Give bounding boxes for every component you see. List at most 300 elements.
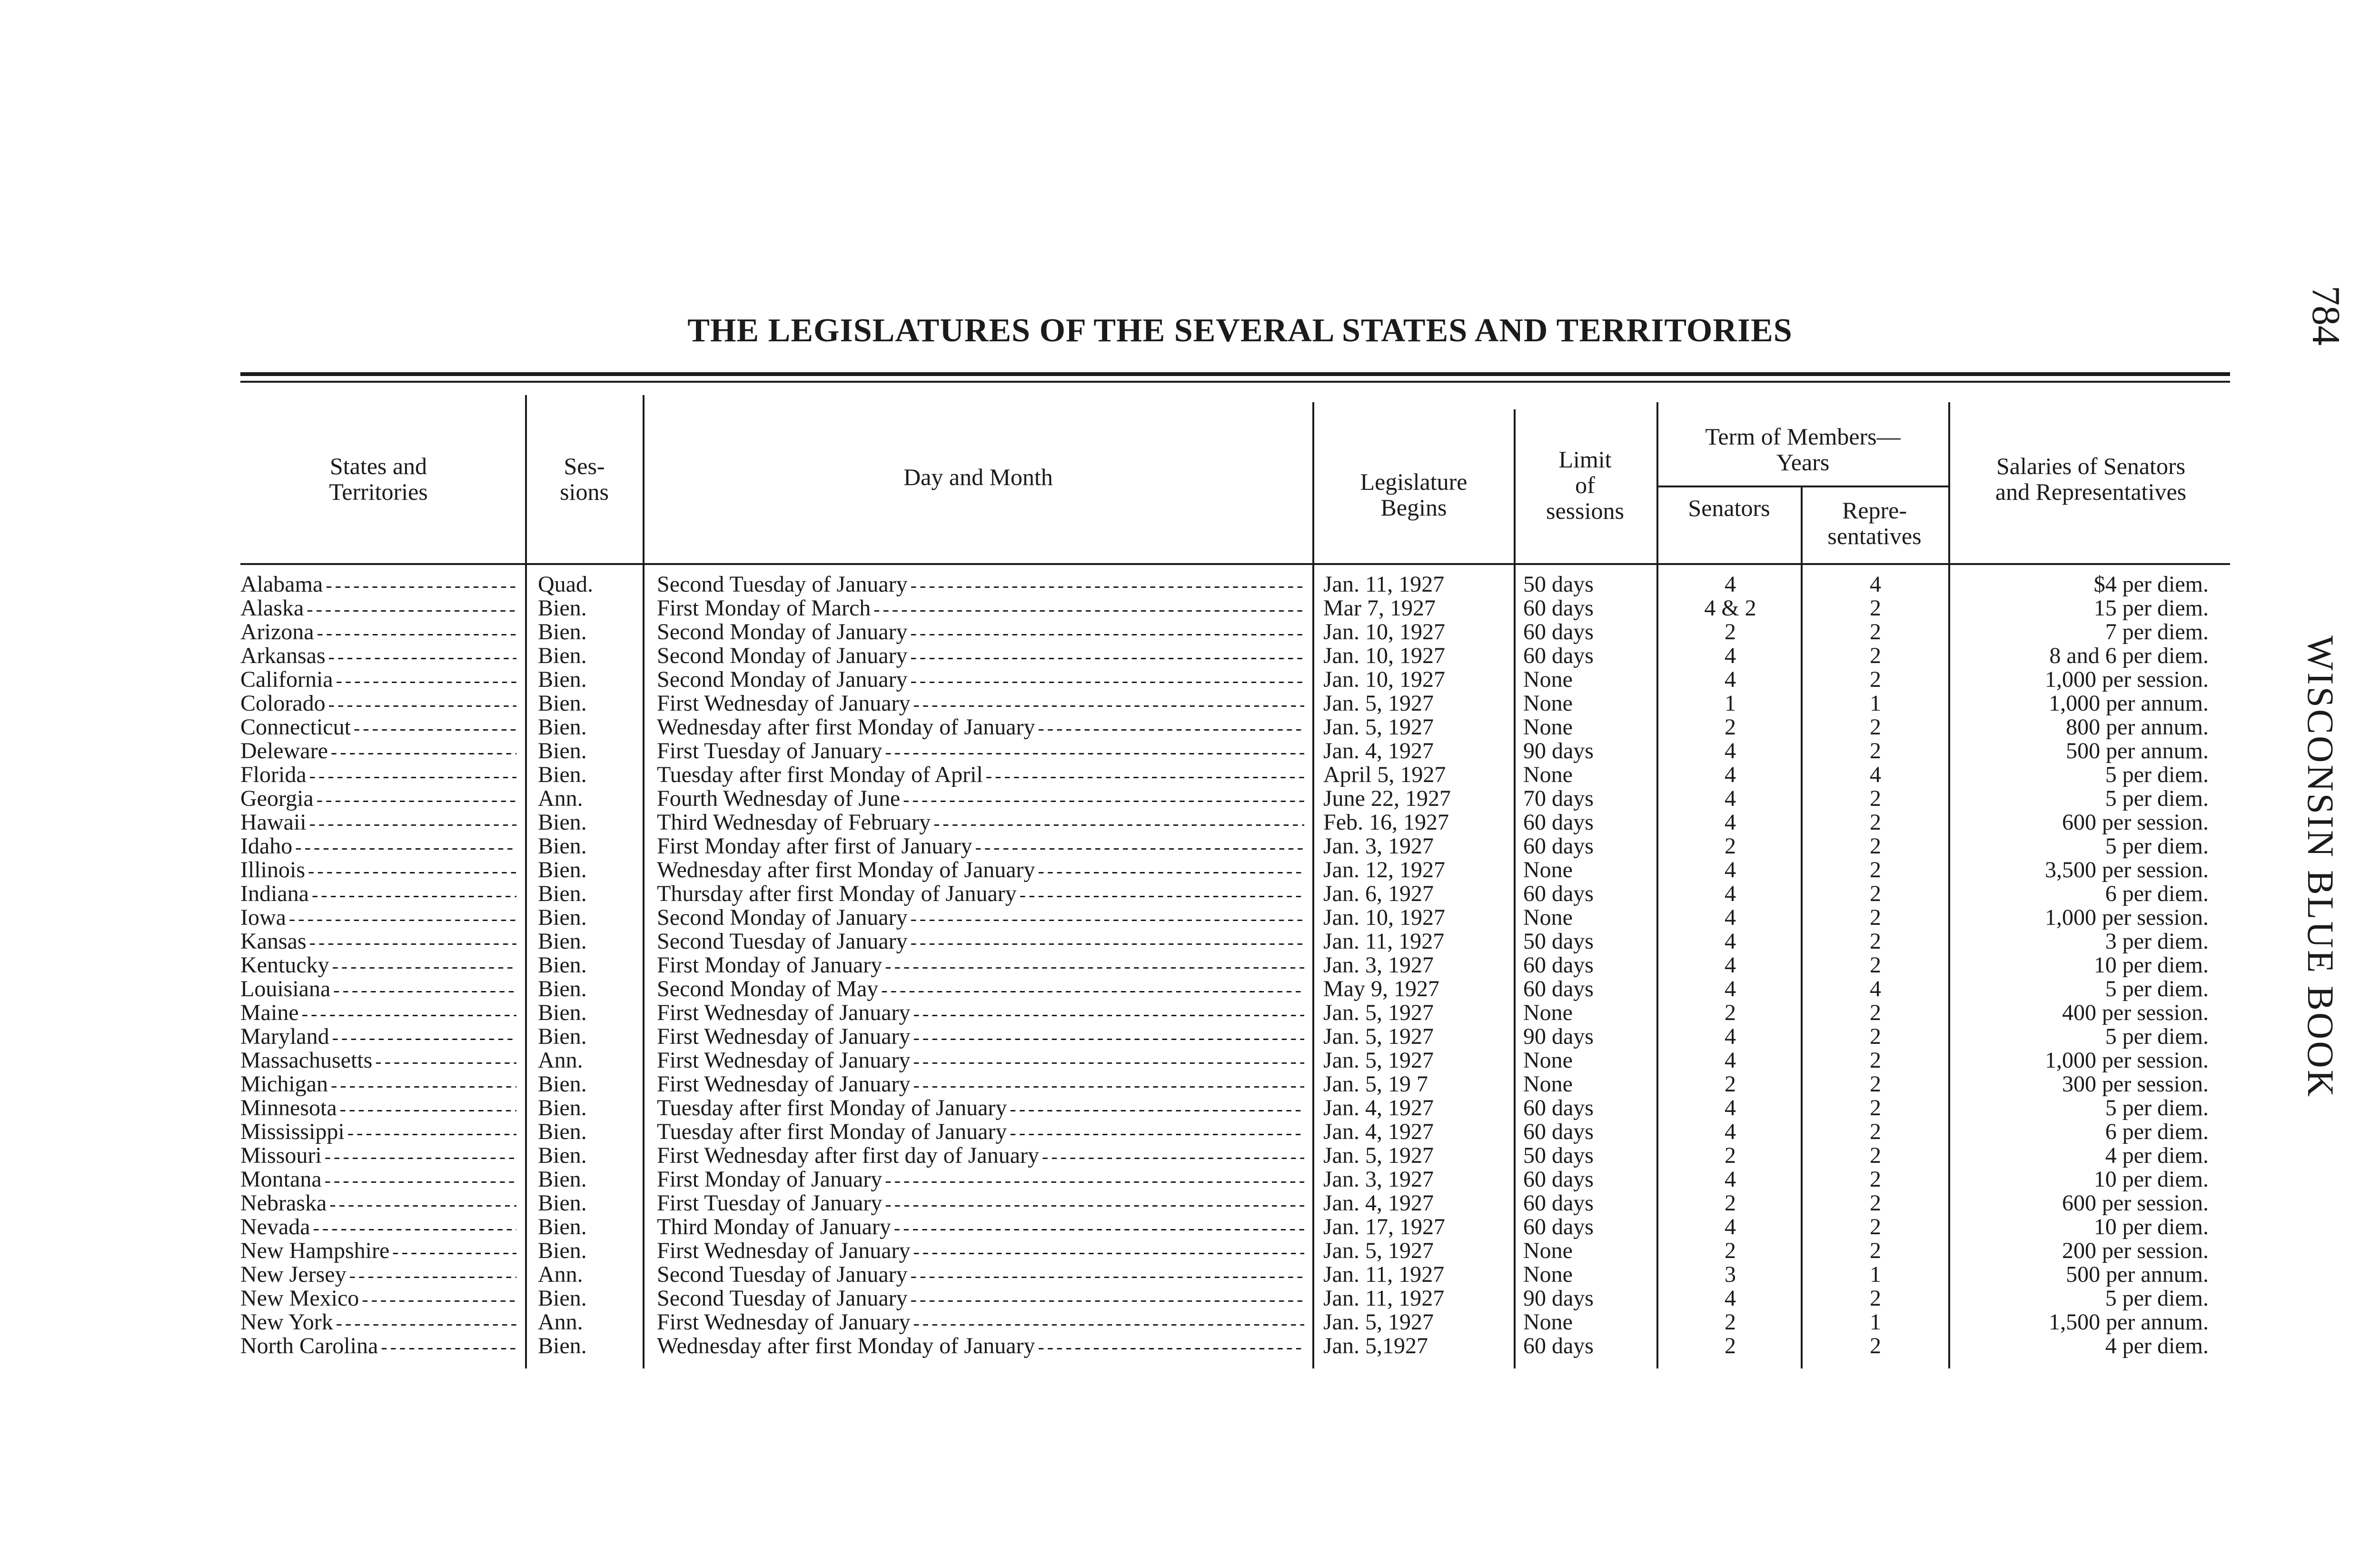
sessions-cell: Bien. [538, 739, 587, 763]
limit-cell: 60 days [1523, 834, 1594, 858]
senators-term-cell: 2 [1725, 834, 1736, 858]
header-bottom-rule [240, 563, 2230, 565]
representatives-term-cell: 2 [1870, 834, 1881, 858]
header-begins: Legislature Begins [1360, 468, 1468, 521]
day-month-cell: First Wednesday of January - - - [657, 692, 1304, 716]
running-head: WISCONSIN BLUE BOOK [2300, 635, 2341, 1099]
senators-term-cell: 2 [1725, 715, 1736, 739]
state-cell: Idaho - - - [240, 834, 516, 859]
salary-cell: 5 per diem. [2105, 834, 2209, 858]
sessions-cell: Bien. [538, 1191, 587, 1215]
sessions-cell: Bien. [538, 834, 587, 858]
state-cell: Missouri - - - [240, 1144, 516, 1169]
sessions-cell: Bien. [538, 668, 587, 692]
table-row [0, 1072, 2380, 1096]
state-cell: Montana - - - [240, 1168, 516, 1192]
salary-cell: 5 per diem. [2105, 763, 2209, 787]
representatives-term-cell: 1 [1870, 692, 1881, 715]
state-cell: Maryland - - - [240, 1025, 516, 1050]
senators-term-cell: 4 [1725, 882, 1736, 906]
sessions-cell: Bien. [538, 811, 587, 834]
header-states: States and Territories [329, 453, 428, 505]
limit-cell: None [1523, 906, 1573, 930]
senators-term-cell: 4 & 2 [1704, 596, 1756, 620]
sessions-cell: Ann. [538, 787, 583, 811]
salary-cell: 500 per annum. [2066, 1263, 2209, 1287]
limit-cell: 60 days [1523, 1191, 1594, 1215]
senators-term-cell: 2 [1725, 1239, 1736, 1263]
representatives-term-cell: 2 [1870, 1001, 1881, 1025]
table-row [0, 1049, 2380, 1072]
day-month-cell: Second Monday of May - - - [657, 977, 1304, 1002]
begins-cell: Jan. 11, 1927 [1323, 1287, 1445, 1310]
state-cell: Connecticut - - - [240, 715, 516, 740]
sessions-cell: Ann. [538, 1263, 583, 1287]
table-row [0, 739, 2380, 763]
day-month-cell: First Wednesday of January - - - [657, 1049, 1304, 1073]
sessions-cell: Bien. [538, 1120, 587, 1144]
sessions-cell: Bien. [538, 1334, 587, 1358]
table-row [0, 953, 2380, 977]
state-cell: New York - - - [240, 1310, 516, 1335]
table-row [0, 1120, 2380, 1144]
sessions-cell: Bien. [538, 1072, 587, 1096]
day-month-cell: Wednesday after first Monday of January - - - [657, 858, 1304, 883]
state-cell: New Jersey - - - [240, 1263, 516, 1288]
begins-cell: Jan. 3, 1927 [1323, 834, 1434, 858]
limit-cell: None [1523, 763, 1573, 787]
salary-cell: 600 per session. [2062, 811, 2209, 834]
limit-cell: 60 days [1523, 1215, 1594, 1239]
senators-term-cell: 4 [1725, 1025, 1736, 1049]
begins-cell: Jan. 5, 1927 [1323, 1310, 1434, 1334]
begins-cell: Jan. 5, 1927 [1323, 1144, 1434, 1168]
day-month-cell: First Monday after first of January - - - [657, 834, 1304, 859]
limit-cell: 50 days [1523, 1144, 1594, 1168]
salary-cell: 1,000 per annum. [2049, 692, 2209, 715]
representatives-term-cell: 4 [1870, 763, 1881, 787]
senators-term-cell: 3 [1725, 1263, 1736, 1287]
sessions-cell: Ann. [538, 1049, 583, 1072]
table-row [0, 930, 2380, 953]
representatives-term-cell: 2 [1870, 1072, 1881, 1096]
salary-cell: 1,000 per session. [2045, 668, 2209, 692]
state-cell: California - - - [240, 668, 516, 693]
day-month-cell: First Tuesday of January - - - [657, 1191, 1304, 1216]
limit-cell: None [1523, 1239, 1573, 1263]
sessions-cell: Bien. [538, 1144, 587, 1168]
day-month-cell: First Monday of March - - - [657, 596, 1304, 621]
salary-cell: 1,000 per session. [2045, 906, 2209, 930]
begins-cell: Jan. 17, 1927 [1323, 1215, 1445, 1239]
sessions-cell: Bien. [538, 620, 587, 644]
salary-cell: 10 per diem. [2093, 1215, 2209, 1239]
senators-term-cell: 4 [1725, 1096, 1736, 1120]
senators-term-cell: 2 [1725, 1334, 1736, 1358]
sessions-cell: Bien. [538, 1096, 587, 1120]
begins-cell: May 9, 1927 [1323, 977, 1439, 1001]
sessions-cell: Bien. [538, 596, 587, 620]
senators-term-cell: 4 [1725, 906, 1736, 930]
day-month-cell: Tuesday after first Monday of January - - - [657, 1120, 1304, 1145]
senators-term-cell: 2 [1725, 1001, 1736, 1025]
salary-cell: 5 per diem. [2105, 1025, 2209, 1049]
table-body [0, 573, 2380, 1358]
senators-term-cell: 4 [1725, 811, 1736, 834]
limit-cell: None [1523, 858, 1573, 882]
sessions-cell: Ann. [538, 1310, 583, 1334]
senators-term-cell: 2 [1725, 620, 1736, 644]
begins-cell: Jan. 5, 1927 [1323, 692, 1434, 715]
senators-term-cell: 4 [1725, 763, 1736, 787]
begins-cell: Jan. 11, 1927 [1323, 930, 1445, 953]
begins-cell: Jan. 10, 1927 [1323, 644, 1445, 668]
state-cell: Kansas - - - [240, 930, 516, 954]
senators-term-cell: 4 [1725, 1287, 1736, 1310]
state-cell: Georgia - - - [240, 787, 516, 812]
limit-cell: 60 days [1523, 953, 1594, 977]
table-row [0, 787, 2380, 811]
senators-term-cell: 4 [1725, 573, 1736, 596]
day-month-cell: Second Monday of January - - - [657, 620, 1304, 645]
salary-cell: 7 per diem. [2105, 620, 2209, 644]
limit-cell: 90 days [1523, 739, 1594, 763]
begins-cell: Jan. 5, 19 7 [1323, 1072, 1428, 1096]
state-cell: New Mexico - - - [240, 1287, 516, 1311]
limit-cell: 60 days [1523, 977, 1594, 1001]
table-row [0, 858, 2380, 882]
table-row [0, 1215, 2380, 1239]
salary-cell: 500 per annum. [2066, 739, 2209, 763]
begins-cell: Jan. 10, 1927 [1323, 620, 1445, 644]
begins-cell: Jan. 11, 1927 [1323, 1263, 1445, 1287]
day-month-cell: Second Tuesday of January - - - [657, 573, 1304, 597]
representatives-term-cell: 2 [1870, 930, 1881, 953]
representatives-term-cell: 2 [1870, 1096, 1881, 1120]
header-senators: Senators [1688, 495, 1770, 521]
salary-cell: 3,500 per session. [2045, 858, 2209, 882]
state-cell: Hawaii - - - [240, 811, 516, 835]
table-row [0, 1191, 2380, 1215]
begins-cell: Jan. 5, 1927 [1323, 715, 1434, 739]
limit-cell: 70 days [1523, 787, 1594, 811]
salary-cell: $4 per diem. [2093, 573, 2209, 596]
salary-cell: 1,500 per annum. [2049, 1310, 2209, 1334]
salary-cell: 6 per diem. [2105, 882, 2209, 906]
day-month-cell: Wednesday after first Monday of January - - - [657, 715, 1304, 740]
sessions-cell: Bien. [538, 1025, 587, 1049]
state-cell: Arkansas - - - [240, 644, 516, 669]
table-row [0, 882, 2380, 906]
limit-cell: 90 days [1523, 1287, 1594, 1310]
state-cell: Kentucky - - - [240, 953, 516, 978]
representatives-term-cell: 2 [1870, 882, 1881, 906]
senators-term-cell: 4 [1725, 930, 1736, 953]
state-cell: Louisiana - - - [240, 977, 516, 1002]
sessions-cell: Bien. [538, 977, 587, 1001]
representatives-term-cell: 1 [1870, 1310, 1881, 1334]
begins-cell: Jan. 4, 1927 [1323, 1120, 1434, 1144]
limit-cell: None [1523, 1310, 1573, 1334]
salary-cell: 5 per diem. [2105, 1096, 2209, 1120]
begins-cell: Jan. 12, 1927 [1323, 858, 1445, 882]
senators-term-cell: 1 [1725, 692, 1736, 715]
state-cell: New Hampshire - - - [240, 1239, 516, 1264]
senators-term-cell: 4 [1725, 953, 1736, 977]
representatives-term-cell: 4 [1870, 573, 1881, 596]
begins-cell: Jan. 5,1927 [1323, 1334, 1428, 1358]
begins-cell: Jan. 4, 1927 [1323, 1096, 1434, 1120]
begins-cell: Mar 7, 1927 [1323, 596, 1436, 620]
senators-term-cell: 4 [1725, 644, 1736, 668]
salary-cell: 600 per session. [2062, 1191, 2209, 1215]
day-month-cell: First Wednesday of January - - - [657, 1310, 1304, 1335]
table-row [0, 977, 2380, 1001]
state-cell: Florida - - - [240, 763, 516, 788]
sessions-cell: Bien. [538, 715, 587, 739]
salary-cell: 6 per diem. [2105, 1120, 2209, 1144]
sessions-cell: Bien. [538, 953, 587, 977]
state-cell: Colorado - - - [240, 692, 516, 716]
day-month-cell: Wednesday after first Monday of January - - - [657, 1334, 1304, 1359]
limit-cell: 60 days [1523, 1168, 1594, 1191]
begins-cell: Jan. 11, 1927 [1323, 573, 1445, 596]
sessions-cell: Bien. [538, 882, 587, 906]
header-sessions: Ses- sions [560, 453, 609, 505]
limit-cell: 90 days [1523, 1025, 1594, 1049]
senators-term-cell: 2 [1725, 1144, 1736, 1168]
sessions-cell: Bien. [538, 858, 587, 882]
sessions-cell: Bien. [538, 763, 587, 787]
day-month-cell: Third Wednesday of February - - - [657, 811, 1304, 835]
sessions-cell: Quad. [538, 573, 593, 596]
representatives-term-cell: 2 [1870, 787, 1881, 811]
begins-cell: Jan. 5, 1927 [1323, 1049, 1434, 1072]
salary-cell: 1,000 per session. [2045, 1049, 2209, 1072]
representatives-term-cell: 2 [1870, 1287, 1881, 1310]
senators-term-cell: 4 [1725, 1049, 1736, 1072]
day-month-cell: Second Monday of January - - - [657, 906, 1304, 931]
limit-cell: 60 days [1523, 596, 1594, 620]
sessions-cell: Bien. [538, 906, 587, 930]
table-row [0, 834, 2380, 858]
begins-cell: Jan. 5, 1927 [1323, 1025, 1434, 1049]
representatives-term-cell: 2 [1870, 953, 1881, 977]
table-row [0, 763, 2380, 787]
day-month-cell: First Wednesday of January - - - [657, 1001, 1304, 1026]
salary-cell: 10 per diem. [2093, 1168, 2209, 1191]
day-month-cell: First Monday of January - - - [657, 953, 1304, 978]
sessions-cell: Bien. [538, 1215, 587, 1239]
state-cell: Mississippi - - - [240, 1120, 516, 1145]
representatives-term-cell: 2 [1870, 811, 1881, 834]
senators-term-cell: 2 [1725, 1310, 1736, 1334]
senators-term-cell: 4 [1725, 1215, 1736, 1239]
salary-cell: 400 per session. [2062, 1001, 2209, 1025]
day-month-cell: First Tuesday of January - - - [657, 739, 1304, 764]
representatives-term-cell: 4 [1870, 977, 1881, 1001]
begins-cell: Jan. 5, 1927 [1323, 1001, 1434, 1025]
sessions-cell: Bien. [538, 1001, 587, 1025]
senators-term-cell: 4 [1725, 668, 1736, 692]
senators-term-cell: 4 [1725, 787, 1736, 811]
state-cell: Alabama - - - [240, 573, 516, 597]
day-month-cell: Third Monday of January - - - [657, 1215, 1304, 1240]
state-cell: Maine - - - [240, 1001, 516, 1026]
table-row [0, 1144, 2380, 1168]
representatives-term-cell: 2 [1870, 1168, 1881, 1191]
begins-cell: Jan. 10, 1927 [1323, 906, 1445, 930]
limit-cell: 50 days [1523, 930, 1594, 953]
salary-cell: 15 per diem. [2093, 596, 2209, 620]
table-row [0, 1310, 2380, 1334]
page-number: 784 [2304, 286, 2348, 346]
state-cell: Michigan - - - [240, 1072, 516, 1097]
begins-cell: April 5, 1927 [1323, 763, 1446, 787]
day-month-cell: Second Monday of January - - - [657, 668, 1304, 693]
salary-cell: 4 per diem. [2105, 1144, 2209, 1168]
limit-cell: None [1523, 1072, 1573, 1096]
limit-cell: 60 days [1523, 882, 1594, 906]
limit-cell: None [1523, 715, 1573, 739]
representatives-term-cell: 2 [1870, 858, 1881, 882]
table-row [0, 811, 2380, 834]
limit-cell: 60 days [1523, 620, 1594, 644]
salary-cell: 300 per session. [2062, 1072, 2209, 1096]
header-term-group: Term of Members— Years [1705, 423, 1901, 476]
representatives-term-cell: 2 [1870, 1144, 1881, 1168]
state-cell: Iowa - - - [240, 906, 516, 931]
term-group-rule [1656, 486, 1949, 487]
representatives-term-cell: 2 [1870, 1120, 1881, 1144]
salary-cell: 5 per diem. [2105, 1287, 2209, 1310]
representatives-term-cell: 2 [1870, 739, 1881, 763]
begins-cell: Jan. 3, 1927 [1323, 953, 1434, 977]
header-limit: Limit of sessions [1546, 446, 1624, 524]
state-cell: North Carolina - - - [240, 1334, 516, 1359]
representatives-term-cell: 2 [1870, 620, 1881, 644]
limit-cell: 50 days [1523, 573, 1594, 596]
sessions-cell: Bien. [538, 1239, 587, 1263]
begins-cell: Jan. 4, 1927 [1323, 1191, 1434, 1215]
salary-cell: 800 per annum. [2066, 715, 2209, 739]
representatives-term-cell: 2 [1870, 668, 1881, 692]
sessions-cell: Bien. [538, 1168, 587, 1191]
page-title: THE LEGISLATURES OF THE SEVERAL STATES AND TERRITORIES [687, 312, 1793, 349]
day-month-cell: Second Monday of January - - - [657, 644, 1304, 669]
state-cell: Arizona - - - [240, 620, 516, 645]
limit-cell: 60 days [1523, 644, 1594, 668]
table-row [0, 668, 2380, 692]
sessions-cell: Bien. [538, 692, 587, 715]
salary-cell: 200 per session. [2062, 1239, 2209, 1263]
representatives-term-cell: 2 [1870, 1191, 1881, 1215]
day-month-cell: First Monday of January - - - [657, 1168, 1304, 1192]
header-day-month: Day and Month [903, 464, 1053, 490]
header-salaries: Salaries of Senators and Representatives [1995, 453, 2187, 505]
salary-cell: 3 per diem. [2105, 930, 2209, 953]
sessions-cell: Bien. [538, 1287, 587, 1310]
table-row [0, 906, 2380, 930]
table-row [0, 1287, 2380, 1310]
table-row [0, 1168, 2380, 1191]
limit-cell: 60 days [1523, 811, 1594, 834]
senators-term-cell: 4 [1725, 739, 1736, 763]
state-cell: Alaska - - - [240, 596, 516, 621]
state-cell: Illinois - - - [240, 858, 516, 883]
limit-cell: None [1523, 1001, 1573, 1025]
representatives-term-cell: 2 [1870, 644, 1881, 668]
day-month-cell: Second Tuesday of January - - - [657, 930, 1304, 954]
day-month-cell: First Wednesday of January - - - [657, 1239, 1304, 1264]
day-month-cell: Second Tuesday of January - - - [657, 1263, 1304, 1288]
limit-cell: 60 days [1523, 1096, 1594, 1120]
day-month-cell: Second Tuesday of January - - - [657, 1287, 1304, 1311]
begins-cell: Jan. 10, 1927 [1323, 668, 1445, 692]
day-month-cell: Tuesday after first Monday of April - - - [657, 763, 1304, 788]
state-cell: Indiana - - - [240, 882, 516, 907]
table-row [0, 644, 2380, 668]
senators-term-cell: 2 [1725, 1191, 1736, 1215]
begins-cell: Jan. 4, 1927 [1323, 739, 1434, 763]
representatives-term-cell: 2 [1870, 1025, 1881, 1049]
begins-cell: June 22, 1927 [1323, 787, 1451, 811]
table-row [0, 1263, 2380, 1287]
table-row [0, 715, 2380, 739]
begins-cell: Jan. 6, 1927 [1323, 882, 1434, 906]
salary-cell: 5 per diem. [2105, 787, 2209, 811]
limit-cell: None [1523, 668, 1573, 692]
salary-cell: 5 per diem. [2105, 977, 2209, 1001]
senators-term-cell: 4 [1725, 858, 1736, 882]
day-month-cell: Fourth Wednesday of June - - - [657, 787, 1304, 812]
state-cell: Nevada - - - [240, 1215, 516, 1240]
table-row [0, 1096, 2380, 1120]
senators-term-cell: 4 [1725, 1168, 1736, 1191]
day-month-cell: First Wednesday after first day of January - - - [657, 1144, 1304, 1169]
limit-cell: 60 days [1523, 1120, 1594, 1144]
begins-cell: Feb. 16, 1927 [1323, 811, 1449, 834]
representatives-term-cell: 2 [1870, 1334, 1881, 1358]
header-representatives: Repre- sentatives [1827, 497, 1922, 549]
representatives-term-cell: 2 [1870, 1215, 1881, 1239]
table-row [0, 1025, 2380, 1049]
table-row [0, 1334, 2380, 1358]
representatives-term-cell: 2 [1870, 1049, 1881, 1072]
top-rule-thin [240, 381, 2230, 383]
sessions-cell: Bien. [538, 930, 587, 953]
top-rule-thick [240, 372, 2230, 376]
salary-cell: 4 per diem. [2105, 1334, 2209, 1358]
table-row [0, 596, 2380, 620]
representatives-term-cell: 2 [1870, 1239, 1881, 1263]
day-month-cell: First Wednesday of January - - - [657, 1072, 1304, 1097]
table-row [0, 573, 2380, 596]
limit-cell: None [1523, 1263, 1573, 1287]
representatives-term-cell: 1 [1870, 1263, 1881, 1287]
begins-cell: Jan. 5, 1927 [1323, 1239, 1434, 1263]
table-row [0, 620, 2380, 644]
salary-cell: 10 per diem. [2093, 953, 2209, 977]
day-month-cell: First Wednesday of January - - - [657, 1025, 1304, 1050]
senators-term-cell: 2 [1725, 1072, 1736, 1096]
salary-cell: 8 and 6 per diem. [2049, 644, 2209, 668]
day-month-cell: Thursday after first Monday of January - - - [657, 882, 1304, 907]
limit-cell: None [1523, 692, 1573, 715]
limit-cell: None [1523, 1049, 1573, 1072]
senators-term-cell: 4 [1725, 977, 1736, 1001]
table-row [0, 1001, 2380, 1025]
